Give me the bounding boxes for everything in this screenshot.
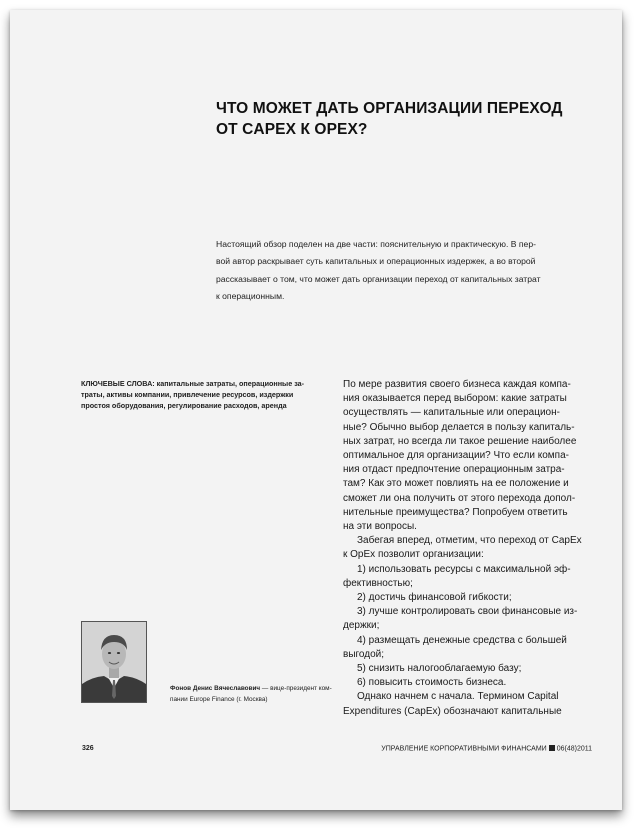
body-line: Забегая вперед, отметим, что переход от CapEx <box>357 535 582 547</box>
body-line: 6) повысить стоимость бизнеса. <box>357 677 507 689</box>
author-photo <box>81 621 147 703</box>
article-lead <box>216 236 596 306</box>
author-role: — вице-президент ком- <box>260 685 332 692</box>
author-line <box>170 684 340 695</box>
body-line: ных затрат, но всегда ли такое решение наиболее <box>343 435 577 447</box>
lead-line: Настоящий обзор поделен на две части: пояснительную и практическую. В пер- <box>216 239 536 249</box>
magazine-page <box>10 10 622 810</box>
body-line: ния отдаст предпочтение операционным затра- <box>343 464 565 476</box>
body-line: По мере развития своего бизнеса каждая компа- <box>343 379 571 390</box>
body-line: осуществлять — капитальные или операцион- <box>343 407 560 419</box>
keywords-line: простоя оборудования, регулирование расходов, аренда <box>81 401 287 411</box>
keywords-line: КЛЮЧЕВЫЕ СЛОВА: капитальные затраты, операционные за- <box>81 379 305 388</box>
body-line: Expenditures (CapEx) обозначают капитальные <box>343 705 562 717</box>
keywords-block <box>81 378 329 412</box>
body-line: выгодой; <box>343 648 385 660</box>
journal-issue: 06(48)2011 <box>556 745 592 753</box>
author-name: Фонов Денис Вячеславович <box>170 685 261 692</box>
journal-name: УПРАВЛЕНИЕ КОРПОРАТИВНЫМИ ФИНАНСАМИ <box>381 745 547 753</box>
body-line: там? Как это может повлиять на ее положение и <box>343 478 569 490</box>
square-separator-icon <box>549 745 555 751</box>
title-line: ЧТО МОЖЕТ ДАТЬ ОРГАНИЗАЦИИ ПЕРЕХОД <box>216 100 563 117</box>
author-caption <box>170 684 340 705</box>
body-line: к OpEx позволит организации: <box>343 549 484 561</box>
body-line: нительные преимущества? Попробуем ответить <box>343 506 568 518</box>
body-line: ния оказывается перед выбором: какие затраты <box>343 393 567 405</box>
journal-footer <box>381 745 592 753</box>
body-line: 3) лучше контролировать свои финансовые из- <box>357 606 578 618</box>
lead-line: к операционным. <box>216 291 285 302</box>
body-line: держки; <box>343 620 380 632</box>
author-role-line: пании Europe Finance (г. Москва) <box>170 695 268 703</box>
body-line: сможет ли она получить от этого перехода допол- <box>343 492 576 504</box>
body-line: Однако начнем с начала. Термином Capital <box>357 691 559 703</box>
body-line: оптимальное для организации? Что если компа- <box>343 450 569 462</box>
page-number: 326 <box>82 745 94 752</box>
body-line: ные? Обычно выбор делается в пользу капиталь- <box>343 421 575 433</box>
lead-line: вой автор раскрывает суть капитальных и операционных издержек, а во второй <box>216 256 536 267</box>
title-line: ОТ CAPEX К OPEX? <box>216 121 368 138</box>
body-line: на эти вопросы. <box>343 521 417 533</box>
body-line: 2) достичь финансовой гибкости; <box>357 592 512 604</box>
body-line: фективностью; <box>343 577 413 589</box>
body-line: 4) размещать денежные средства с большей <box>357 634 567 646</box>
article-title <box>216 98 596 140</box>
author-portrait-icon <box>82 622 146 702</box>
body-line: 1) использовать ресурсы с максимальной эф- <box>357 563 571 575</box>
article-body <box>343 378 603 719</box>
lead-line: рассказывает о том, что может дать организации переход от капитальных затрат <box>216 273 541 284</box>
keywords-line: траты, активы компании, привлечение ресурсов, издержки <box>81 390 294 400</box>
body-line: 5) снизить налогооблагаемую базу; <box>357 663 522 675</box>
